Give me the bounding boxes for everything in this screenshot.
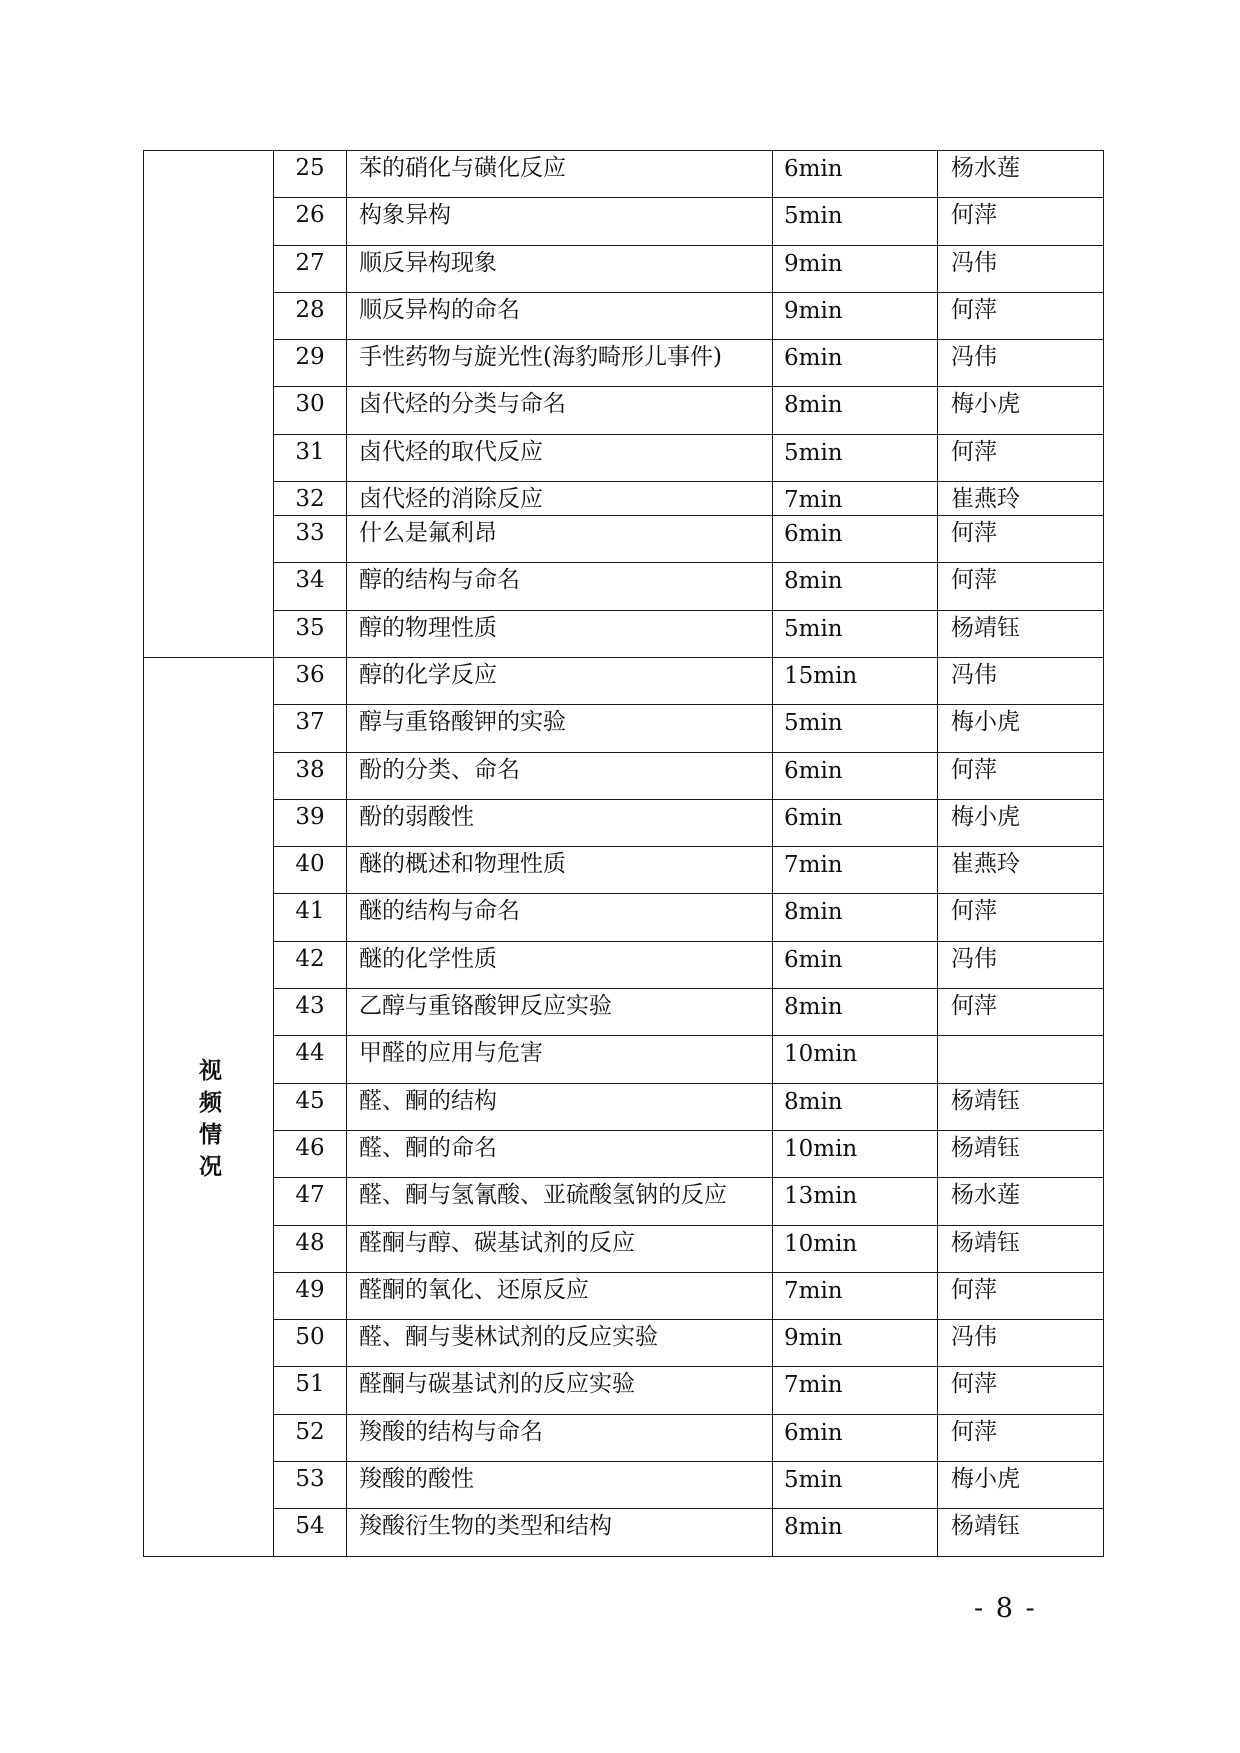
table-row	[144, 340, 1104, 387]
table-row	[144, 894, 1104, 941]
video-duration: 13min	[773, 1178, 938, 1225]
video-title: 手性药物与旋光性(海豹畸形儿事件)	[347, 340, 773, 387]
video-author: 梅小虎	[938, 1462, 1104, 1509]
video-title: 醛、酮与斐林试剂的反应实验	[347, 1320, 773, 1367]
table-row	[144, 657, 1104, 704]
video-title: 顺反异构现象	[347, 245, 773, 292]
row-number: 25	[274, 151, 347, 198]
table-row	[144, 245, 1104, 292]
video-duration: 6min	[773, 340, 938, 387]
video-author: 梅小虎	[938, 705, 1104, 752]
row-number: 41	[274, 894, 347, 941]
video-duration: 6min	[773, 941, 938, 988]
video-author: 崔燕玲	[938, 482, 1104, 516]
video-title: 甲醛的应用与危害	[347, 1036, 773, 1083]
table-row	[144, 799, 1104, 846]
video-title: 卤代烃的分类与命名	[347, 387, 773, 434]
video-title: 醚的结构与命名	[347, 894, 773, 941]
video-duration: 10min	[773, 1036, 938, 1083]
row-number: 32	[274, 482, 347, 516]
video-title: 羧酸的酸性	[347, 1462, 773, 1509]
video-duration: 5min	[773, 198, 938, 245]
table-row	[144, 705, 1104, 752]
table-body	[144, 151, 1104, 1557]
video-duration: 8min	[773, 1509, 938, 1556]
video-author: 何萍	[938, 752, 1104, 799]
video-title: 醚的化学性质	[347, 941, 773, 988]
video-author: 冯伟	[938, 657, 1104, 704]
table-row	[144, 198, 1104, 245]
video-duration: 7min	[773, 1272, 938, 1319]
video-title: 醇的结构与命名	[347, 563, 773, 610]
video-author: 冯伟	[938, 941, 1104, 988]
video-title: 醛酮与醇、碳基试剂的反应	[347, 1225, 773, 1272]
table-row	[144, 434, 1104, 481]
table-row	[144, 1509, 1104, 1556]
video-title: 醇与重铬酸钾的实验	[347, 705, 773, 752]
table-row	[144, 1036, 1104, 1083]
group-label: 视频情况	[199, 1057, 222, 1180]
video-author: 冯伟	[938, 1320, 1104, 1367]
video-list-table	[143, 150, 1104, 1557]
video-author: 杨靖钰	[938, 1225, 1104, 1272]
row-number: 29	[274, 340, 347, 387]
video-title: 醇的化学反应	[347, 657, 773, 704]
video-title: 醛、酮的结构	[347, 1083, 773, 1130]
video-author: 何萍	[938, 989, 1104, 1036]
video-title: 醛酮的氧化、还原反应	[347, 1272, 773, 1319]
video-author: 梅小虎	[938, 387, 1104, 434]
video-title: 构象异构	[347, 198, 773, 245]
row-number: 33	[274, 516, 347, 563]
video-duration: 6min	[773, 1414, 938, 1461]
row-number: 49	[274, 1272, 347, 1319]
video-author: 何萍	[938, 434, 1104, 481]
table-row	[144, 941, 1104, 988]
table-row	[144, 1462, 1104, 1509]
video-author: 何萍	[938, 563, 1104, 610]
video-duration: 10min	[773, 1130, 938, 1177]
table-row	[144, 1178, 1104, 1225]
row-number: 53	[274, 1462, 347, 1509]
video-author: 冯伟	[938, 245, 1104, 292]
row-number: 46	[274, 1130, 347, 1177]
row-number: 26	[274, 198, 347, 245]
video-author: 何萍	[938, 198, 1104, 245]
video-duration: 9min	[773, 245, 938, 292]
video-author: 何萍	[938, 1414, 1104, 1461]
video-duration: 7min	[773, 482, 938, 516]
video-author: 冯伟	[938, 340, 1104, 387]
video-duration: 9min	[773, 292, 938, 339]
video-title: 醛酮与碳基试剂的反应实验	[347, 1367, 773, 1414]
video-duration: 7min	[773, 1367, 938, 1414]
row-number: 48	[274, 1225, 347, 1272]
table-row	[144, 1320, 1104, 1367]
row-number: 40	[274, 847, 347, 894]
table-row	[144, 387, 1104, 434]
row-number: 51	[274, 1367, 347, 1414]
video-duration: 5min	[773, 610, 938, 657]
table-row	[144, 1083, 1104, 1130]
video-author: 何萍	[938, 516, 1104, 563]
video-duration: 8min	[773, 387, 938, 434]
video-duration: 6min	[773, 799, 938, 846]
video-author: 杨靖钰	[938, 1130, 1104, 1177]
table-row	[144, 752, 1104, 799]
table-row	[144, 1130, 1104, 1177]
table-row	[144, 563, 1104, 610]
table-row	[144, 610, 1104, 657]
video-author: 崔燕玲	[938, 847, 1104, 894]
row-number: 42	[274, 941, 347, 988]
video-duration: 6min	[773, 151, 938, 198]
video-duration: 6min	[773, 516, 938, 563]
video-duration: 8min	[773, 894, 938, 941]
video-author: 杨水莲	[938, 151, 1104, 198]
video-author: 何萍	[938, 894, 1104, 941]
video-author: 何萍	[938, 1272, 1104, 1319]
video-title: 醛、酮的命名	[347, 1130, 773, 1177]
video-author: 杨靖钰	[938, 1509, 1104, 1556]
row-number: 28	[274, 292, 347, 339]
video-title: 羧酸的结构与命名	[347, 1414, 773, 1461]
row-number: 31	[274, 434, 347, 481]
page-number: - 8 -	[974, 1593, 1037, 1624]
video-title: 什么是氟利昂	[347, 516, 773, 563]
video-author	[938, 1036, 1104, 1083]
video-duration: 6min	[773, 752, 938, 799]
table-row	[144, 1367, 1104, 1414]
row-number: 52	[274, 1414, 347, 1461]
video-author: 杨靖钰	[938, 610, 1104, 657]
row-number: 45	[274, 1083, 347, 1130]
video-author: 杨靖钰	[938, 1083, 1104, 1130]
video-title: 卤代烃的消除反应	[347, 482, 773, 516]
video-title: 酚的弱酸性	[347, 799, 773, 846]
row-number: 36	[274, 657, 347, 704]
video-title: 醇的物理性质	[347, 610, 773, 657]
video-title: 羧酸衍生物的类型和结构	[347, 1509, 773, 1556]
table-row	[144, 1272, 1104, 1319]
row-number: 39	[274, 799, 347, 846]
table-row	[144, 516, 1104, 563]
row-number: 37	[274, 705, 347, 752]
row-number: 35	[274, 610, 347, 657]
video-title: 卤代烃的取代反应	[347, 434, 773, 481]
table-row	[144, 989, 1104, 1036]
row-number: 44	[274, 1036, 347, 1083]
table-row	[144, 151, 1104, 198]
video-author: 梅小虎	[938, 799, 1104, 846]
video-duration: 5min	[773, 434, 938, 481]
row-number: 54	[274, 1509, 347, 1556]
row-number: 50	[274, 1320, 347, 1367]
table-row	[144, 1414, 1104, 1461]
video-title: 醚的概述和物理性质	[347, 847, 773, 894]
row-number: 34	[274, 563, 347, 610]
table-row	[144, 292, 1104, 339]
video-title: 乙醇与重铬酸钾反应实验	[347, 989, 773, 1036]
table-row	[144, 1225, 1104, 1272]
video-duration: 10min	[773, 1225, 938, 1272]
row-number: 47	[274, 1178, 347, 1225]
row-number: 27	[274, 245, 347, 292]
video-duration: 9min	[773, 1320, 938, 1367]
group-cell	[144, 657, 274, 1556]
table-row	[144, 482, 1104, 516]
row-number: 38	[274, 752, 347, 799]
video-title: 醛、酮与氢氰酸、亚硫酸氢钠的反应	[347, 1178, 773, 1225]
row-number: 43	[274, 989, 347, 1036]
video-duration: 5min	[773, 705, 938, 752]
video-title: 酚的分类、命名	[347, 752, 773, 799]
video-duration: 8min	[773, 989, 938, 1036]
group-cell-empty	[144, 151, 274, 658]
video-title: 顺反异构的命名	[347, 292, 773, 339]
video-duration: 8min	[773, 1083, 938, 1130]
video-author: 杨水莲	[938, 1178, 1104, 1225]
video-author: 何萍	[938, 292, 1104, 339]
video-duration: 8min	[773, 563, 938, 610]
row-number: 30	[274, 387, 347, 434]
video-author: 何萍	[938, 1367, 1104, 1414]
video-duration: 7min	[773, 847, 938, 894]
table-row	[144, 847, 1104, 894]
video-duration: 5min	[773, 1462, 938, 1509]
video-duration: 15min	[773, 657, 938, 704]
video-title: 苯的硝化与磺化反应	[347, 151, 773, 198]
